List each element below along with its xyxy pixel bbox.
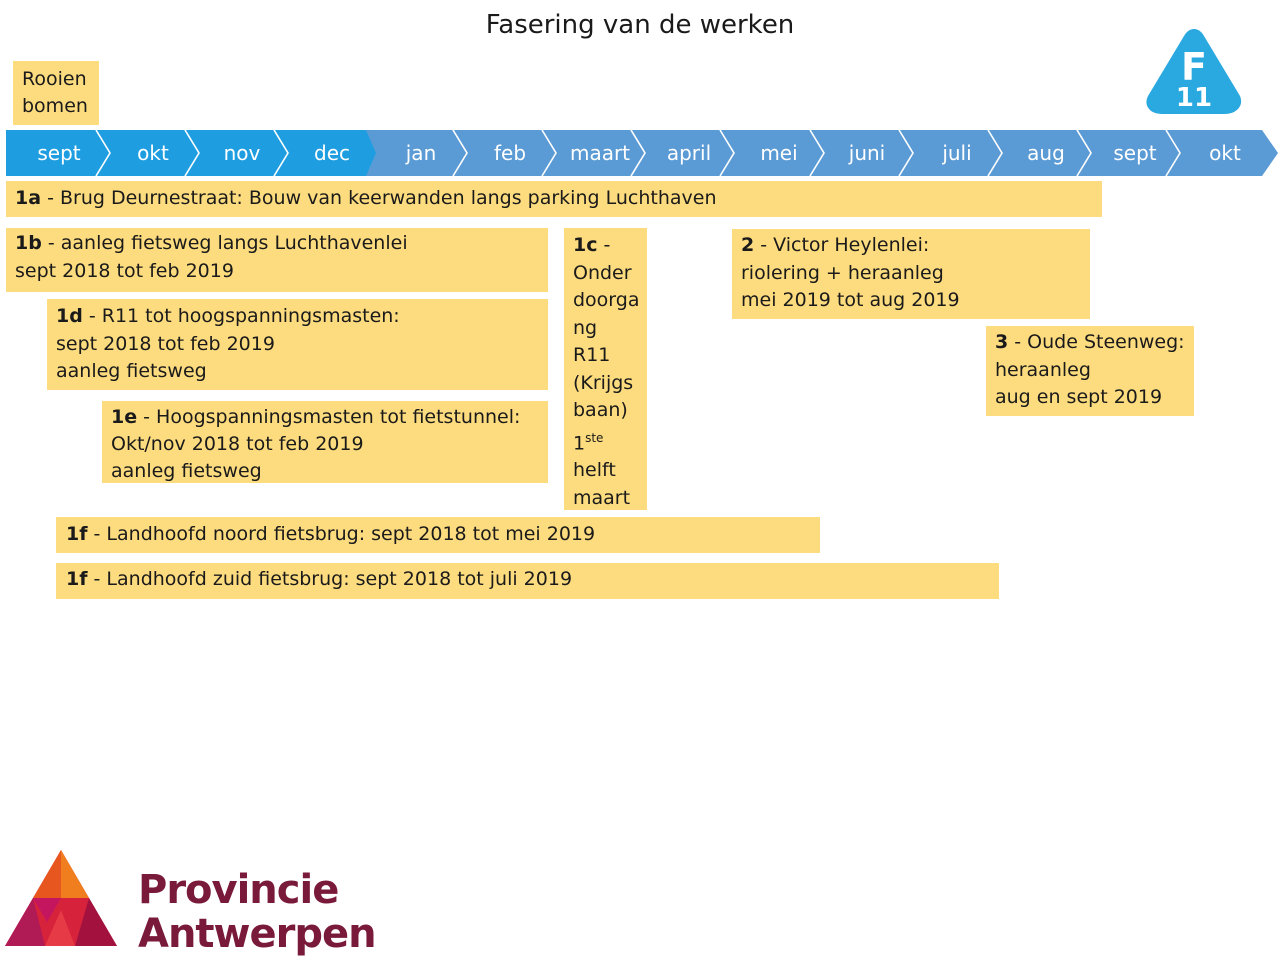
task-text-line: helft bbox=[573, 459, 616, 482]
task-dates: sept 2018 tot feb 2019 bbox=[56, 332, 275, 355]
badge-letter: F bbox=[1181, 45, 1207, 89]
task-code: 1e bbox=[111, 406, 138, 428]
task-text-line: Onder bbox=[573, 261, 632, 284]
task-text-line: baan) bbox=[573, 399, 628, 421]
task-text: - R11 tot hoogspanningsmasten: bbox=[82, 305, 400, 327]
task-text-line: ng R11 bbox=[573, 316, 611, 366]
task-code: 3 bbox=[995, 331, 1009, 353]
logo-line-1: Provincie bbox=[138, 867, 339, 913]
month-label: juni bbox=[848, 141, 886, 165]
task-1b bbox=[6, 228, 548, 292]
month-label: maart bbox=[569, 141, 631, 165]
task-dates: Okt/nov 2018 tot feb 2019 bbox=[111, 433, 364, 455]
task-code: 1b bbox=[15, 232, 42, 254]
logo-line-2: Antwerpen bbox=[138, 911, 376, 957]
task-text-line: heraanleg bbox=[995, 358, 1091, 381]
task-text-line: riolering + heraanleg bbox=[741, 261, 944, 284]
task-2 bbox=[732, 229, 1090, 319]
task-code: 2 bbox=[741, 234, 755, 256]
page-title: Fasering van de werken bbox=[485, 10, 795, 40]
task-text-line: doorga bbox=[573, 289, 640, 311]
task-1f-noord bbox=[56, 517, 820, 553]
month-label: feb bbox=[493, 141, 527, 165]
task-code: 1f bbox=[66, 523, 88, 545]
provincie-antwerpen-logo bbox=[5, 850, 117, 948]
month-label: sept bbox=[37, 141, 81, 165]
task-text: - Brug Deurnestraat: Bouw van keerwanden langs parking Luchthaven bbox=[41, 187, 717, 209]
task-dates: mei 2019 tot aug 2019 bbox=[741, 289, 960, 311]
task-code: 1f bbox=[66, 568, 88, 590]
month-timeline bbox=[0, 130, 1280, 176]
month-label: dec bbox=[314, 141, 350, 165]
task-3 bbox=[986, 326, 1194, 416]
task-text-line: maart bbox=[573, 486, 631, 509]
month-label: april bbox=[666, 141, 712, 165]
task-text: - bbox=[597, 234, 611, 256]
f11-badge-icon bbox=[1144, 26, 1244, 116]
rooien-bomen-label: Rooien bomen bbox=[22, 68, 88, 117]
task-1a bbox=[6, 181, 1102, 217]
task-code: 1a bbox=[15, 187, 42, 209]
task-dates: sept 2018 tot feb 2019 bbox=[15, 259, 234, 282]
task-ordinal-sup: ste bbox=[585, 430, 604, 445]
task-text: - Hoogspanningsmasten tot fietstunnel: bbox=[137, 406, 521, 428]
task-1c bbox=[564, 228, 647, 510]
badge-number: 11 bbox=[1175, 83, 1213, 113]
task-text-line: aanleg fietsweg bbox=[56, 360, 207, 382]
task-code: 1c bbox=[573, 234, 598, 256]
month-label: jan bbox=[405, 141, 437, 165]
month-label: nov bbox=[223, 141, 261, 165]
task-text-line: aanleg fietsweg bbox=[111, 460, 262, 482]
month-label: okt bbox=[1209, 141, 1241, 165]
task-1d bbox=[47, 299, 548, 390]
task-text: - Landhoofd noord fietsbrug: sept 2018 tot mei 2019 bbox=[87, 523, 596, 545]
task-ordinal: 1 bbox=[573, 431, 586, 454]
month-label: juli bbox=[942, 141, 972, 165]
task-text: - Oude Steenweg: bbox=[1008, 331, 1185, 353]
f11-badge bbox=[1144, 26, 1244, 116]
month-label: aug bbox=[1027, 141, 1065, 165]
task-text: - aanleg fietsweg langs Luchthavenlei bbox=[41, 232, 408, 254]
task-text: - Landhoofd zuid fietsbrug: sept 2018 tot juli 2019 bbox=[87, 568, 573, 590]
task-code: 1d bbox=[56, 305, 83, 327]
task-text: - Victor Heylenlei: bbox=[754, 234, 930, 256]
month-label: sept bbox=[1113, 141, 1157, 165]
task-1e bbox=[102, 401, 548, 483]
logo-triangle-icon bbox=[5, 850, 117, 948]
month-label: okt bbox=[137, 141, 169, 165]
task-1f-zuid bbox=[56, 563, 999, 599]
month-label: mei bbox=[760, 141, 798, 165]
task-text-line: (Krijgs bbox=[573, 371, 634, 394]
rooien-bomen-box bbox=[13, 61, 99, 125]
logo-text bbox=[138, 868, 376, 956]
task-dates: aug en sept 2019 bbox=[995, 386, 1163, 408]
